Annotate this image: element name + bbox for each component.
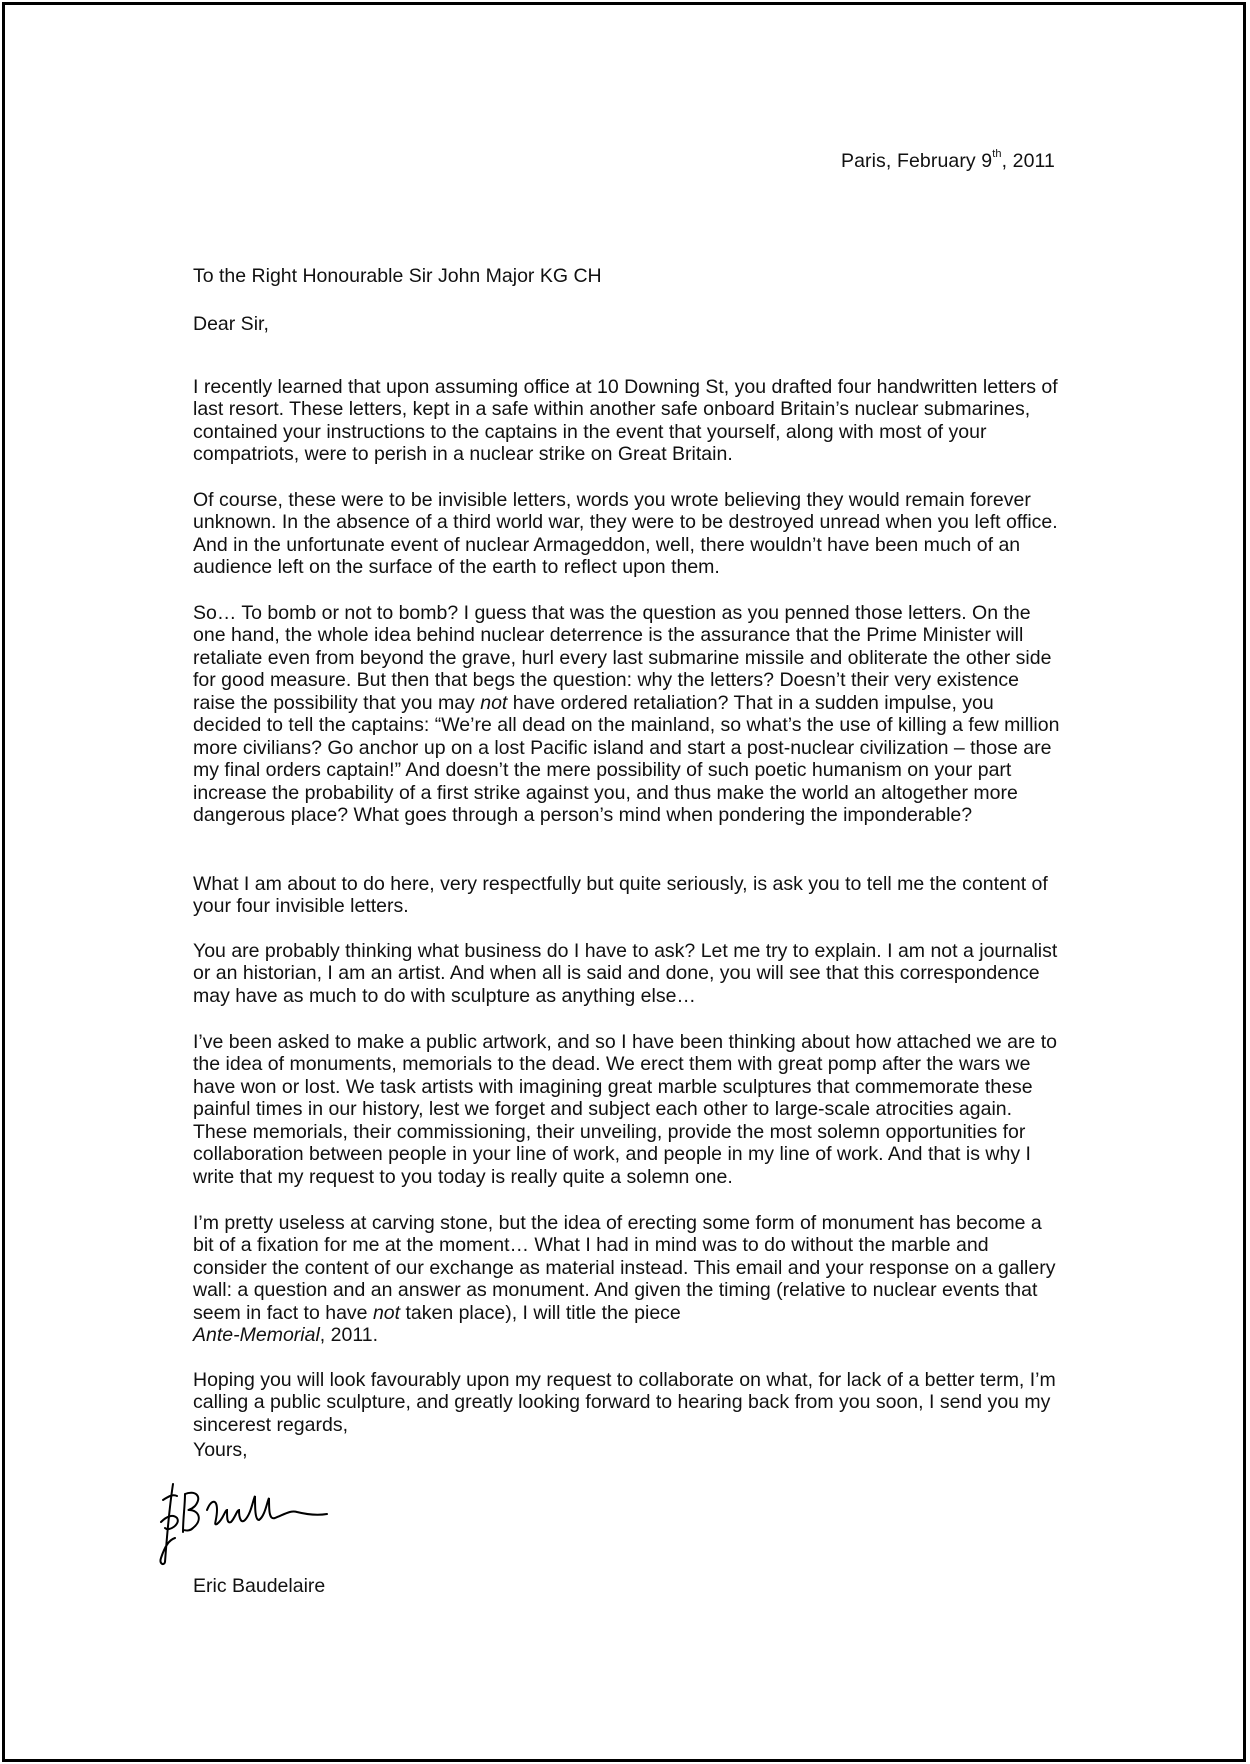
- emphasis-not: not: [480, 691, 508, 714]
- paragraph-2: Of course, these were to be invisible letters, words you wrote believing they would remain forever unknown. In the absence of a third world war, they were to be destroyed unread when you left office. And in the unfortunate event of nuclear Armageddon, well, there wouldn’t have been much of an audience left on the surface of the earth to reflect upon them.: [193, 488, 1058, 578]
- closing: Yours,: [193, 1439, 248, 1461]
- salutation: Dear Sir,: [193, 313, 269, 335]
- paragraph-1: I recently learned that upon assuming office at 10 Downing St, you drafted four handwritten letters of last resort. These letters, kept in a safe within another safe onboard Britain’s nuclear submarines, contained your instructions to the captains in the event that yourself, along with most of your compatriots, were to perish in a nuclear strike on Great Britain.: [193, 375, 1058, 465]
- letter-date: Paris, February 9th, 2011: [840, 148, 1055, 172]
- paragraph-8: Hoping you will look favourably upon my request to collaborate on what, for lack of a better term, I’m calling a public sculpture, and greatly looking forward to hearing back from you soon, I send you my sincerest regards,: [193, 1368, 1056, 1436]
- paragraph-3: So… To bomb or not to bomb? I guess that was the question as you penned those letters. On the one hand, the whole idea behind nuclear deterrence is the assurance that the Prime Minister will retaliate even from beyond the grave, hurl every last submarine missile and obliterate the other side for good measure. But then that begs the question: why the letters? Doesn’t their very existence raise the possibility that you may not have ordered retaliation? That in a sudden impulse, you decided to tell the captains: “We’re all dead on the mainland, so what’s the use of killing a few million more civilians? Go anchor up on a lost Pacific island and start a post-nuclear civilization – those are my final orders captain!” And doesn’t the mere possibility of such poetic humanism on your part increase the probability of a first strike against you, and thus make the world an altogether more dangerous place? What goes through a person’s mind when pondering the imponderable?: [193, 601, 1060, 826]
- addressee: To the Right Honourable Sir John Major KG CH: [193, 265, 602, 287]
- handwritten-signature: [155, 1480, 355, 1570]
- signer-name: Eric Baudelaire: [193, 1575, 326, 1597]
- paragraph-4: What I am about to do here, very respectfully but quite seriously, is ask you to tell me the content of your four invisible letters.: [193, 872, 1048, 917]
- paragraph-6: I’ve been asked to make a public artwork, and so I have been thinking about how attached we are to the idea of monuments, memorials to the dead. We erect them with great pomp after the wars we have won or lost. We task artists with imagining great marble sculptures that commemorate these painful times in our history, lest we forget and subject each other to large-scale atrocities again. These memorials, their commissioning, their unveiling, provide the most solemn opportunities for collaboration between people in your line of work, and people in my line of work. And that is why I write that my request to you today is really quite a solemn one.: [193, 1030, 1057, 1188]
- paragraph-5: You are probably thinking what business do I have to ask? Let me try to explain. I am not a journalist or an historian, I am an artist. And when all is said and done, you will see that this correspondence may have as much to do with sculpture as anything else…: [193, 939, 1058, 1007]
- artwork-title: Ante-Memorial: [193, 1324, 320, 1346]
- paragraph-7: I’m pretty useless at carving stone, but the idea of erecting some form of monument has become a bit of a fixation for me at the moment… What I had in mind was to do without the marble and consider the content of our exchange as material instead. This email and your response on a gallery wall: a question and an answer as monument. And given the timing (relative to nuclear events that seem in fact to have not taken place), I will title the piece Ante-Memorial, 2011.: [193, 1211, 1056, 1346]
- emphasis-not: not: [372, 1301, 401, 1324]
